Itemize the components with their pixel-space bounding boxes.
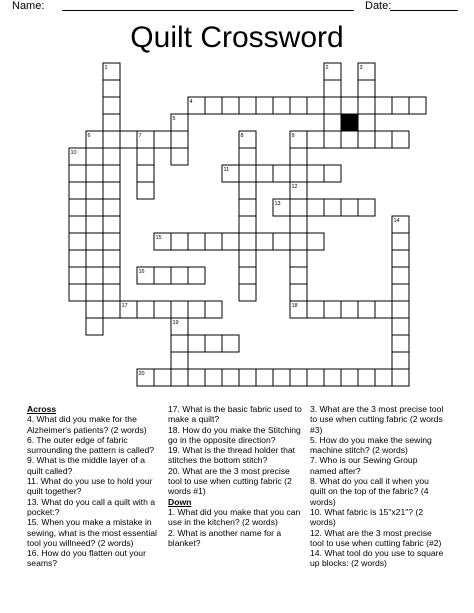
grid-cell[interactable] (392, 352, 409, 369)
grid-cell[interactable] (358, 301, 375, 318)
grid-cell[interactable] (103, 114, 120, 131)
grid-cell[interactable] (154, 301, 171, 318)
grid-cell[interactable] (103, 250, 120, 267)
clue-number: 7 (138, 133, 142, 139)
clue-item: 19. What is the thread holder that stitches the bottom stitch? (168, 445, 296, 466)
grid-cell[interactable] (103, 199, 120, 216)
grid-cell[interactable] (86, 284, 103, 301)
clue-number: 12 (291, 184, 298, 190)
grid-cell[interactable] (239, 284, 256, 301)
clue-number: 18 (291, 303, 298, 309)
grid-cell[interactable] (171, 301, 188, 318)
grid-cell[interactable] (392, 369, 409, 386)
clue-column-2 (168, 404, 303, 548)
grid-cell[interactable] (256, 165, 273, 182)
grid-cell[interactable] (239, 148, 256, 165)
grid-cell[interactable] (239, 216, 256, 233)
grid-cell[interactable] (307, 165, 324, 182)
grid-cell[interactable] (375, 131, 392, 148)
grid-cell[interactable] (341, 97, 358, 114)
grid-cell[interactable] (222, 369, 239, 386)
grid-cell[interactable] (222, 335, 239, 352)
grid-cell[interactable] (307, 233, 324, 250)
grid-cell[interactable] (69, 284, 86, 301)
grid-cell[interactable] (86, 233, 103, 250)
clue-number: 13 (274, 201, 281, 207)
clue-item: 15. When you make a mistake in sewing, what is the most essential tool you willneed? (2 words) (27, 517, 157, 548)
clue-number: 6 (87, 133, 91, 139)
grid-cell[interactable] (273, 369, 290, 386)
grid-cell[interactable] (324, 80, 341, 97)
grid-cell[interactable] (324, 199, 341, 216)
grid-cell[interactable] (273, 233, 290, 250)
grid-cell[interactable] (205, 369, 222, 386)
clue-item: 6. The outer edge of fabric surrounding the pattern is called? (27, 434, 155, 456)
grid-cell[interactable] (222, 233, 239, 250)
clue-item: 1. What did you make that you can use in the kitchen? (2 words) (168, 506, 301, 528)
clue-column-3 (310, 404, 445, 569)
grid-cell[interactable] (392, 318, 409, 335)
grid-cell[interactable] (171, 131, 188, 148)
grid-cell[interactable] (86, 182, 103, 199)
clue-item: 3. What are the 3 most precise tool to use when cutting fabric (2 words #3) (310, 404, 444, 435)
grid-cell[interactable] (137, 182, 154, 199)
clue-item: 13. What do you call a quilt with a pocket:? (27, 496, 156, 517)
grid-cell[interactable] (171, 267, 188, 284)
grid-cell[interactable] (307, 369, 324, 386)
grid-cell[interactable] (69, 267, 86, 284)
clue-number: 16 (138, 269, 145, 275)
grid-cell[interactable] (392, 335, 409, 352)
clue-number: 9 (291, 133, 295, 139)
grid-cell[interactable] (205, 233, 222, 250)
grid-cell[interactable] (392, 267, 409, 284)
date-label: Date: (365, 0, 392, 12)
grid-cell[interactable] (290, 267, 307, 284)
grid-cell[interactable] (69, 199, 86, 216)
grid-cell[interactable] (86, 267, 103, 284)
grid-cell[interactable] (86, 301, 103, 318)
grid-cell[interactable] (239, 182, 256, 199)
clue-item: 18. How do you make the Stitching go in the opposite direction? (168, 424, 301, 445)
grid-cell[interactable] (375, 301, 392, 318)
clue-item: 8. What do you call it when you quilt on the top of the fabric? (4 words) (310, 476, 429, 507)
grid-cell[interactable] (375, 97, 392, 114)
grid-cell[interactable] (205, 301, 222, 318)
clue-item: 10. What fabric is 15"x21"? (2 words) (310, 506, 424, 528)
clue-item: 5. How do you make the sewing machine stitch? (2 words) (310, 434, 432, 456)
grid-cell[interactable] (154, 369, 171, 386)
grid-cell[interactable] (188, 335, 205, 352)
grid-cell[interactable] (188, 369, 205, 386)
grid-cell[interactable] (86, 216, 103, 233)
grid-cell[interactable] (358, 199, 375, 216)
grid-cell[interactable] (86, 250, 103, 267)
clue-number: 11 (223, 167, 230, 173)
clue-number: 2 (325, 65, 329, 71)
grid-cell[interactable] (103, 182, 120, 199)
grid-cell[interactable] (239, 267, 256, 284)
grid-cell[interactable] (375, 369, 392, 386)
clue-number: 8 (240, 133, 244, 139)
grid-cell[interactable] (171, 369, 188, 386)
grid-cell[interactable] (392, 284, 409, 301)
grid-cell[interactable] (392, 97, 409, 114)
clue-number: 1 (104, 65, 108, 71)
grid-cell[interactable] (103, 97, 120, 114)
grid-cell[interactable] (103, 80, 120, 97)
grid-cell[interactable] (103, 216, 120, 233)
grid-cell[interactable] (86, 148, 103, 165)
grid-cell[interactable] (358, 369, 375, 386)
grid-cell[interactable] (324, 114, 341, 131)
grid-cell[interactable] (341, 369, 358, 386)
clue-item: 14. What tool do you use to square up blocks: (2 words) (310, 548, 444, 569)
grid-cell[interactable] (86, 199, 103, 216)
grid-cell[interactable] (290, 148, 307, 165)
grid-cell[interactable] (290, 284, 307, 301)
grid-cell[interactable] (69, 216, 86, 233)
grid-cell[interactable] (137, 148, 154, 165)
grid-cell[interactable] (392, 131, 409, 148)
clue-item: 11. What do you use to hold your quilt together? (27, 476, 153, 497)
grid-cell[interactable] (307, 131, 324, 148)
grid-cell[interactable] (324, 369, 341, 386)
grid-cell[interactable] (103, 148, 120, 165)
grid-cell[interactable] (205, 97, 222, 114)
clue-item: 4. What did you make for the Alzheimer's patients? (2 words) (27, 414, 147, 435)
grid-cell[interactable] (358, 114, 375, 131)
clue-number: 3 (359, 65, 363, 71)
clue-number: 14 (393, 218, 400, 224)
clue-number: 5 (172, 116, 176, 122)
grid-cell[interactable] (256, 97, 273, 114)
clue-item: 2. What is another name for a blanket? (168, 527, 282, 548)
grid-cell[interactable] (290, 165, 307, 182)
name-label: Name: (12, 0, 45, 12)
grid-cell[interactable] (239, 233, 256, 250)
clue-heading: Across (27, 404, 57, 414)
grid-cell[interactable] (120, 131, 137, 148)
grid-cell[interactable] (290, 199, 307, 216)
grid-cell[interactable] (290, 369, 307, 386)
grid-cell[interactable] (103, 284, 120, 301)
grid-cell[interactable] (307, 199, 324, 216)
grid-cell[interactable] (103, 233, 120, 250)
grid-cell[interactable] (324, 165, 341, 182)
grid-cell[interactable] (307, 97, 324, 114)
grid-cell[interactable] (256, 369, 273, 386)
grid-cell[interactable] (86, 165, 103, 182)
grid-cell[interactable] (324, 301, 341, 318)
clue-number: 10 (70, 150, 77, 156)
grid-cell[interactable] (392, 250, 409, 267)
clue-item: 7. Who is our Sewing Group named after? (310, 455, 418, 476)
clue-number: 20 (138, 371, 145, 377)
grid-cell[interactable] (239, 97, 256, 114)
grid-cell[interactable] (154, 267, 171, 284)
grid-cell[interactable] (239, 369, 256, 386)
clue-item: 12. What are the 3 most precise tool to use when cutting fabric (#2) (310, 527, 442, 548)
grid-cell[interactable] (392, 301, 409, 318)
clue-number: 4 (189, 99, 193, 105)
clue-item: 20. What are the 3 most precise tool to use when cutting fabric (2 words #1) (168, 465, 292, 497)
grid-cell[interactable] (171, 335, 188, 352)
grid-cell[interactable] (256, 233, 273, 250)
clue-heading: Down (168, 496, 192, 507)
grid-cell[interactable] (137, 301, 154, 318)
grid-cell[interactable] (103, 165, 120, 182)
clue-number: 19 (172, 320, 179, 326)
grid-cell[interactable] (358, 97, 375, 114)
grid-cell[interactable] (137, 165, 154, 182)
grid-cell[interactable] (222, 97, 239, 114)
grid-cell[interactable] (273, 165, 290, 182)
grid-cell[interactable] (290, 233, 307, 250)
grid-cell[interactable] (188, 233, 205, 250)
grid-cell[interactable] (205, 335, 222, 352)
grid-cell[interactable] (409, 97, 426, 114)
grid-cell[interactable] (103, 131, 120, 148)
grid-cell[interactable] (171, 233, 188, 250)
grid-cell[interactable] (239, 250, 256, 267)
grid-cell[interactable] (171, 352, 188, 369)
grid-cell[interactable] (69, 182, 86, 199)
grid-cell[interactable] (341, 199, 358, 216)
grid-cell[interactable] (239, 165, 256, 182)
clue-number: 17 (121, 303, 128, 309)
grid-cell[interactable] (239, 199, 256, 216)
grid-cell[interactable] (171, 148, 188, 165)
grid-cell[interactable] (69, 165, 86, 182)
grid-cell[interactable] (188, 301, 205, 318)
grid-cell[interactable] (103, 267, 120, 284)
grid-cell[interactable] (307, 301, 324, 318)
grid-cell[interactable] (273, 97, 290, 114)
grid-cell[interactable] (188, 267, 205, 284)
clue-number: 15 (155, 235, 162, 241)
clue-item: 9. What is the middle layer of a quilt called? (27, 455, 145, 476)
grid-cell[interactable] (154, 131, 171, 148)
grid-cell[interactable] (103, 301, 120, 318)
page-title: Quilt Crossword (130, 21, 344, 54)
clue-column-1 (27, 404, 162, 569)
clue-item: 17. What is the basic fabric used to make a quilt? (168, 404, 302, 425)
grid-cell[interactable] (290, 250, 307, 267)
grid-cell[interactable] (86, 318, 103, 335)
grid-cell[interactable] (324, 131, 341, 148)
grid-cell[interactable] (69, 233, 86, 250)
grid-cell[interactable] (392, 233, 409, 250)
grid-cell[interactable] (341, 131, 358, 148)
grid-cell[interactable] (324, 97, 341, 114)
grid-cell[interactable] (290, 216, 307, 233)
grid-cell[interactable] (358, 80, 375, 97)
grid-cell[interactable] (341, 301, 358, 318)
black-cell (341, 114, 358, 131)
grid-cell[interactable] (69, 250, 86, 267)
grid-cell[interactable] (358, 131, 375, 148)
clue-item: 16. How do you flatten out your seams? (27, 548, 146, 569)
grid-cell[interactable] (290, 97, 307, 114)
